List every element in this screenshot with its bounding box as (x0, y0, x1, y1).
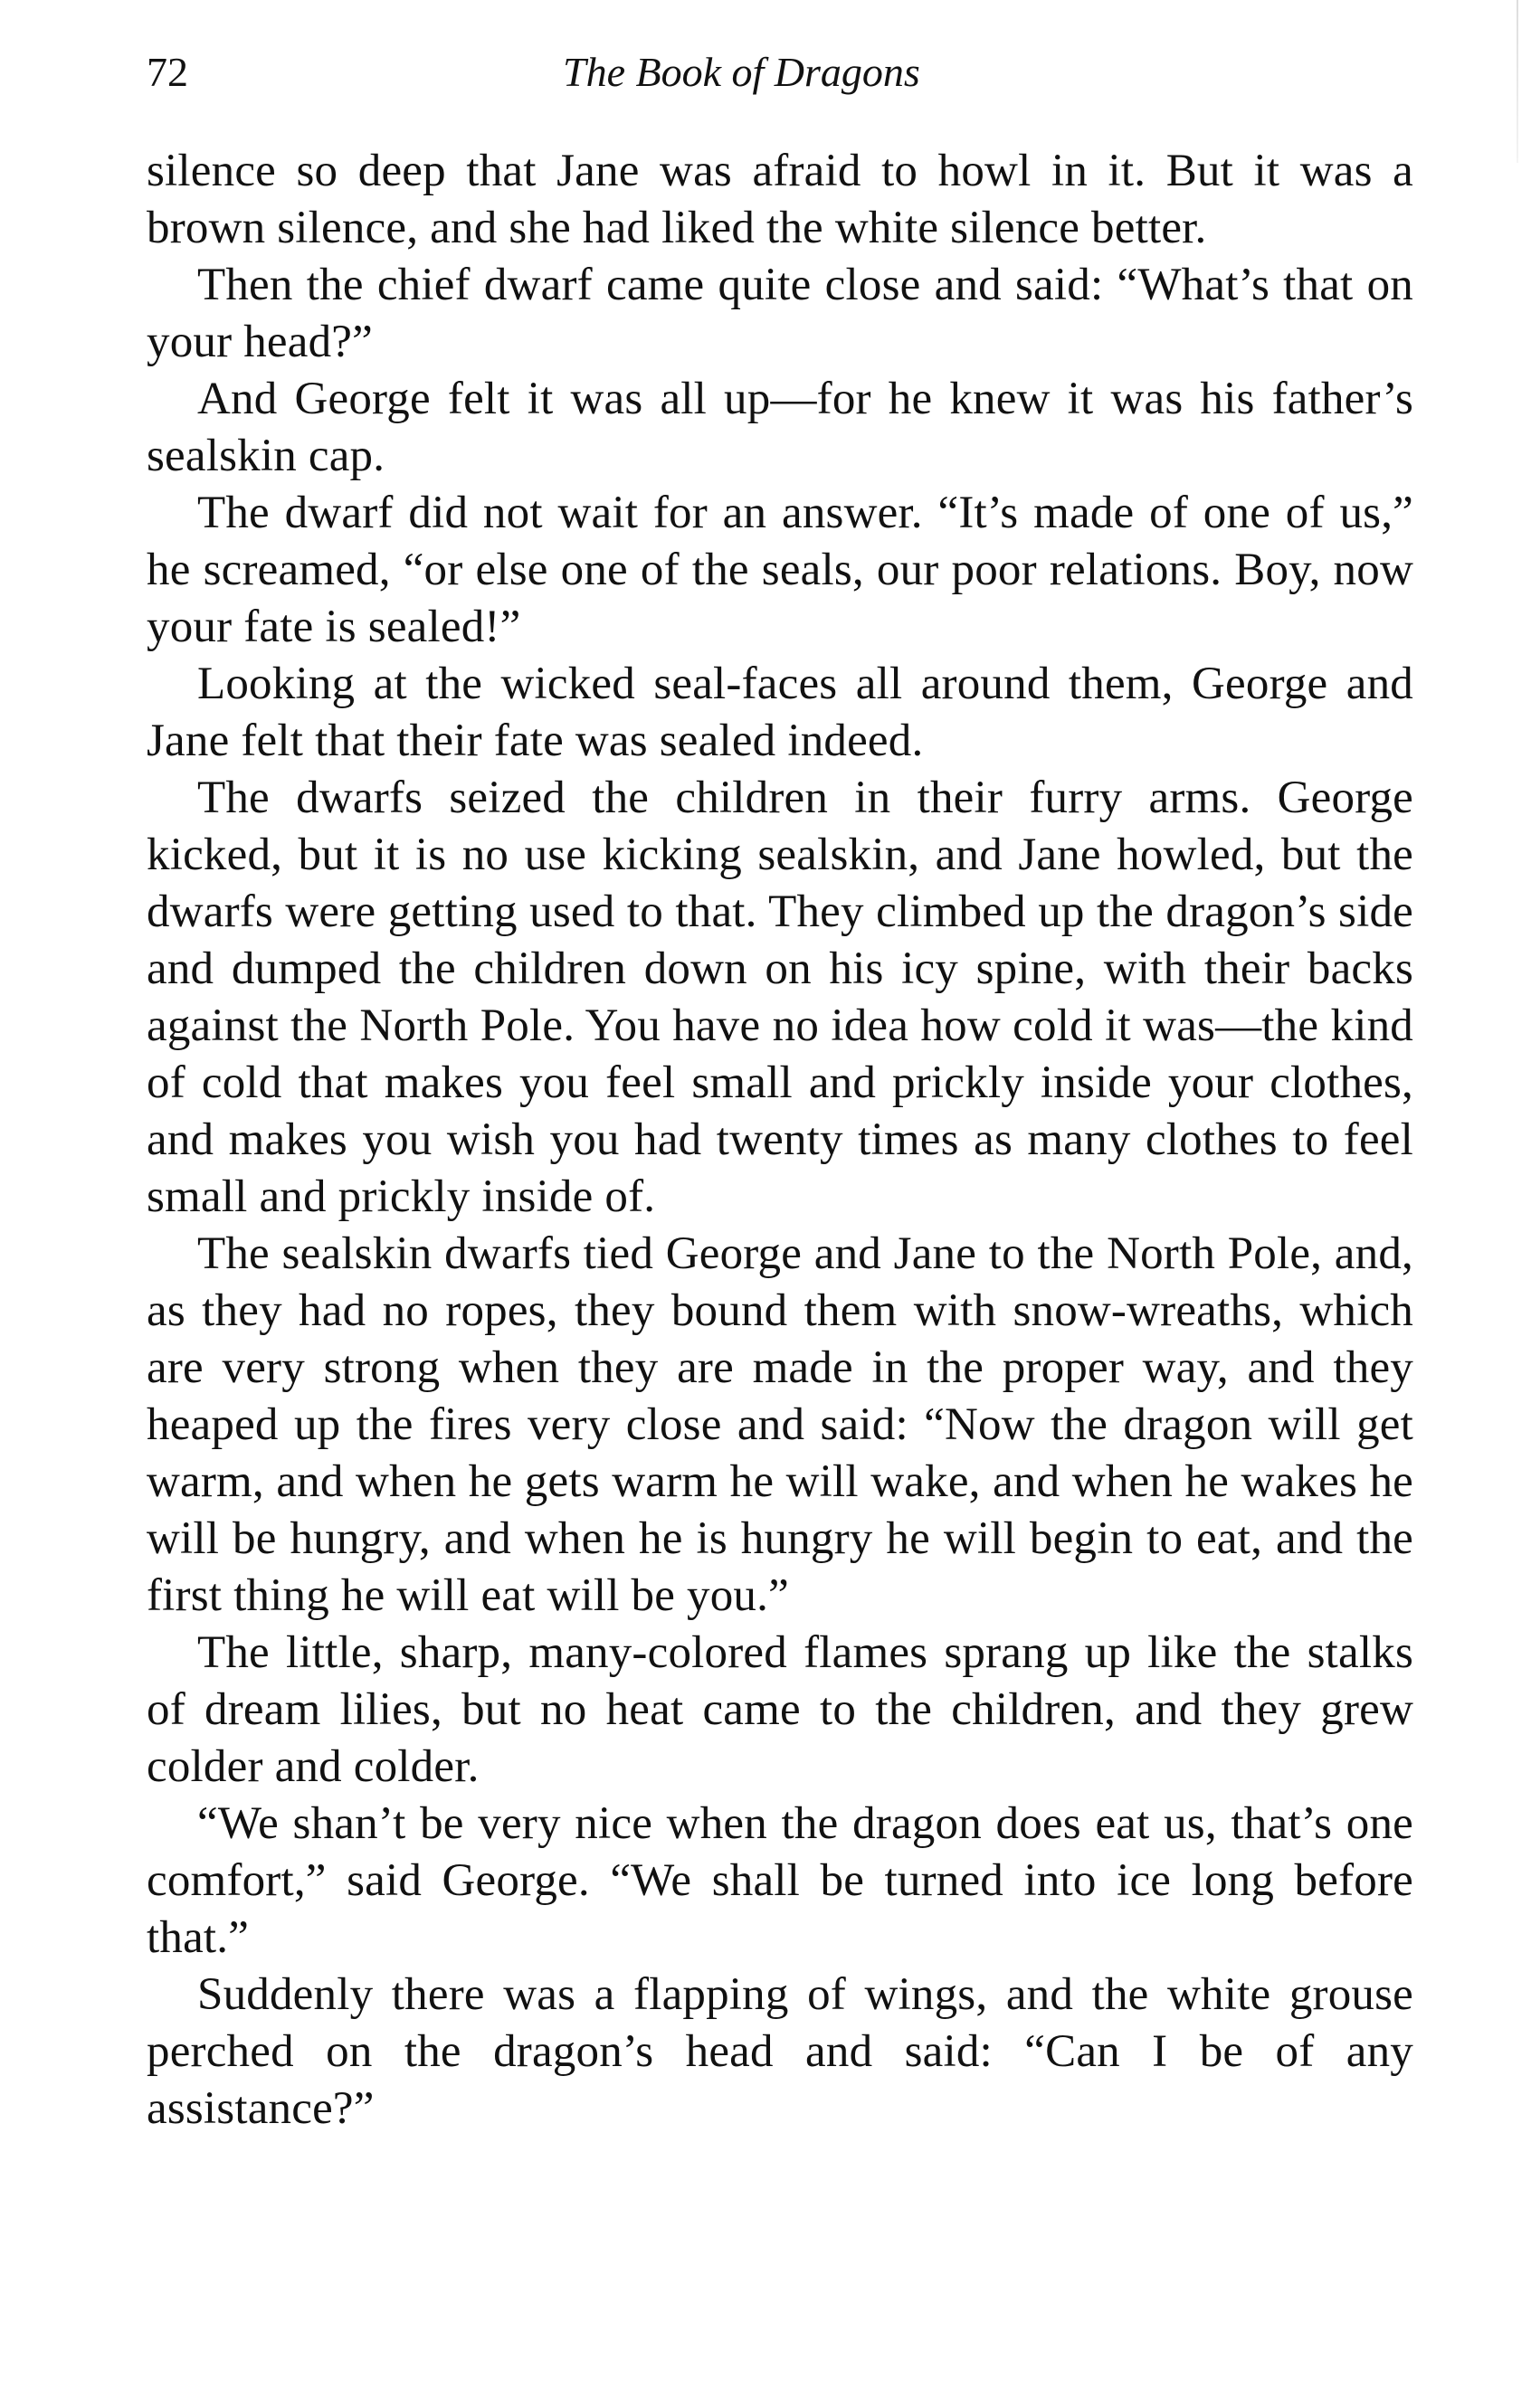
paragraph: And George felt it was all up—for he knew it was his father’s sealskin cap. (147, 374, 1413, 481)
paragraph: The dwarfs seized the children in their furry arms. George kicked, but it is no use kicking sealskin, and Jane howled, but the dwarfs were getting used to that. They climbed up the dragon’s side and dumped the children down on his icy spine, with their backs against the North Pole. You have no idea how cold it was—the kind of cold that makes you feel small and prickly inside your clothes, and makes you wish you had twenty times as many clothes to feel small and prickly inside of. (147, 773, 1413, 1222)
body-text (147, 143, 1413, 2138)
running-title: The Book of Dragons (563, 49, 920, 95)
paragraph: Looking at the wicked seal-faces all around them, George and Jane felt that their fate was sealed indeed. (147, 659, 1413, 766)
paragraph: The sealskin dwarfs tied George and Jane to the North Pole, and, as they had no ropes, they bound them with snow-wreaths, which are very strong when they are made in the proper way, and they heaped up the fires very close and said: “Now the dragon will get warm, and when he gets warm he will wake, and when he wakes he will be hungry, and when he is hungry he will begin to eat, and the first thing he will eat will be you.” (147, 1228, 1413, 1621)
paragraph: Then the chief dwarf came quite close and said: “What’s that on your head?” (147, 260, 1413, 367)
page-header (147, 36, 1413, 109)
paragraph: The dwarf did not wait for an answer. “It’s made of one of us,” he screamed, “or else one of the seals, our poor relations. Boy, now your fate is sealed!” (147, 488, 1413, 652)
page-edge-mark (1517, 0, 1518, 163)
paragraph: Suddenly there was a flapping of wings, and the white grouse perched on the dragon’s head and said: “Can I be of any assistance?” (147, 1969, 1413, 2134)
paragraph: The little, sharp, many-colored flames sprang up like the stalks of dream lilies, but no heat came to the children, and they grew colder and colder. (147, 1627, 1413, 1792)
paragraph: “We shan’t be very nice when the dragon does eat us, that’s one comfort,” said George. “We shall be turned into ice long before that.” (147, 1798, 1413, 1963)
paragraph: silence so deep that Jane was afraid to howl in it. But it was a brown silence, and she had liked the white silence better. (147, 146, 1413, 253)
page-number: 72 (147, 49, 188, 95)
